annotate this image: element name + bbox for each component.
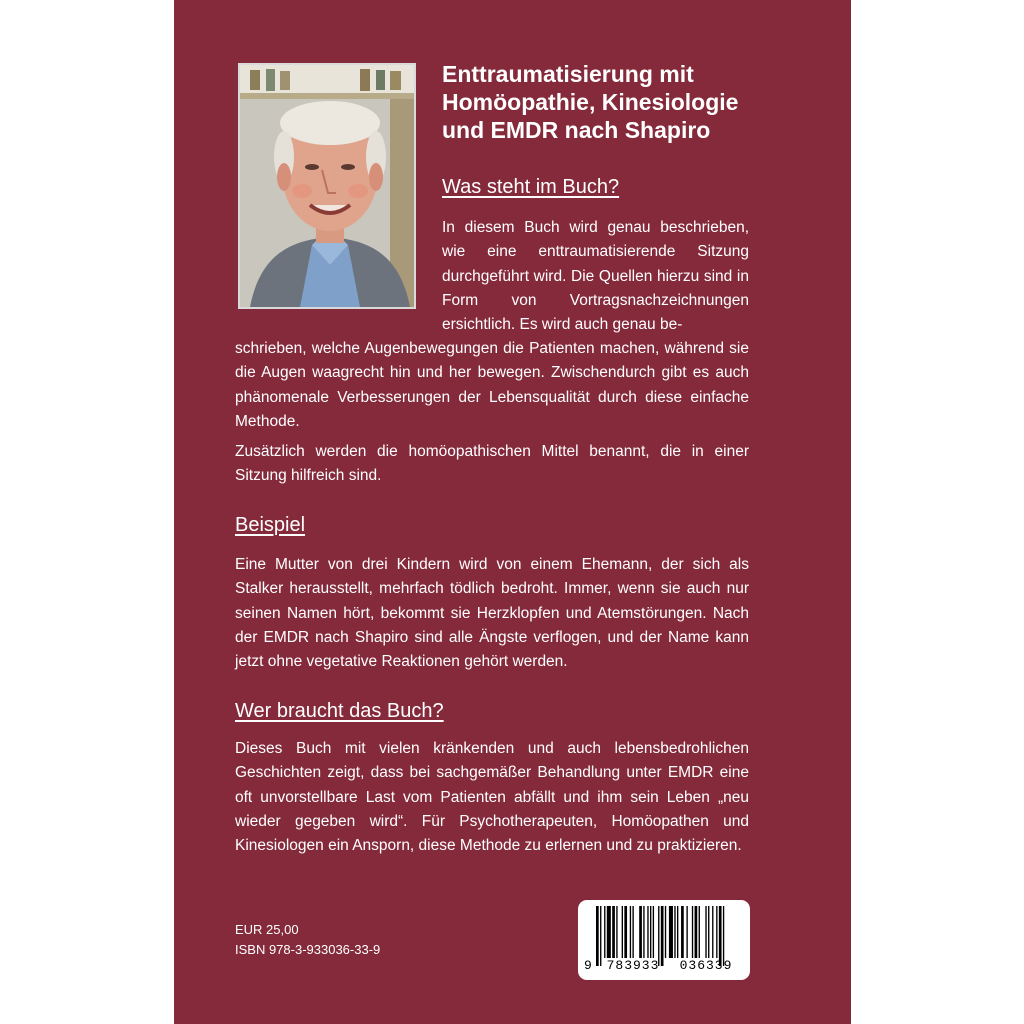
section-contents-paragraph-part2: schrieben, welche Augenbewegungen die Patienten machen, während sie die Augen waagrecht hin und her bewegen. Zwischendurch gibt es auch phänomenale Verbesserungen der Lebensqualität durch diese einfache Methode.: [235, 340, 749, 430]
book-title: [442, 60, 822, 144]
isbn: ISBN 978-3-933036-33-9: [235, 942, 381, 957]
barcode-left-digits: 783933: [606, 958, 660, 973]
title-line: und EMDR nach Shapiro: [442, 117, 711, 143]
section-contents-paragraph-2: Zusätzlich werden die homöopathischen Mittel benannt, die in einer Sitzung hilfreich sind.: [235, 443, 749, 485]
title-line: Enttraumatisierung mit: [442, 61, 694, 87]
section-example-paragraph: Eine Mutter von drei Kindern wird von einem Ehemann, der sich als Stalker herausstellt, mehrfach tödlich bedroht. Immer, wenn sie auch nur seinen Namen hört, bekommt sie Herzklopfen und Atemstörungen. Nach der EMDR nach Shapiro sind alle Ängste verflogen, und der Name kann jetzt ohne vegetative Reaktionen gehört werden.: [235, 556, 749, 671]
barcode-first-digit: 9: [584, 958, 592, 973]
section-heading-example: Beispiel: [235, 514, 306, 536]
price: EUR 25,00: [235, 922, 299, 937]
author-portrait-icon: [240, 65, 414, 307]
author-photo: [238, 63, 416, 309]
section-audience-paragraph: Dieses Buch mit vielen kränkenden und auch lebensbedrohlichen Geschichten zeigt, dass bei sachgemäßer Behandlung unter EMDR eine oft unvorstellbare Last vom Patienten abfällt und ihm sein Leben „neu wieder gegeben wird“. Für Psychotherapeuten, Homöopathen und Kinesiologen ein Ansporn, diese Methode zu erlernen und zu praktizieren.: [235, 740, 749, 855]
section-contents-paragraph-part1: In diesem Buch wird genau beschrieben, wie eine enttraumatisierende Sitzung durchgeführt wird. Die Quellen hierzu sind in Form von Vortragsnachzeichnungen ersichtlich. Es wird auch genau be-: [442, 219, 749, 334]
section-heading-contents: Was steht im Buch?: [442, 176, 620, 198]
price-isbn-block: [235, 920, 380, 960]
section-heading-audience: Wer braucht das Buch?: [235, 700, 444, 722]
barcode-right-digits: 036339: [679, 958, 733, 973]
isbn-barcode: [578, 900, 750, 980]
title-line: Homöopathie, Kinesiologie: [442, 89, 739, 115]
book-back-cover: [174, 0, 851, 1024]
